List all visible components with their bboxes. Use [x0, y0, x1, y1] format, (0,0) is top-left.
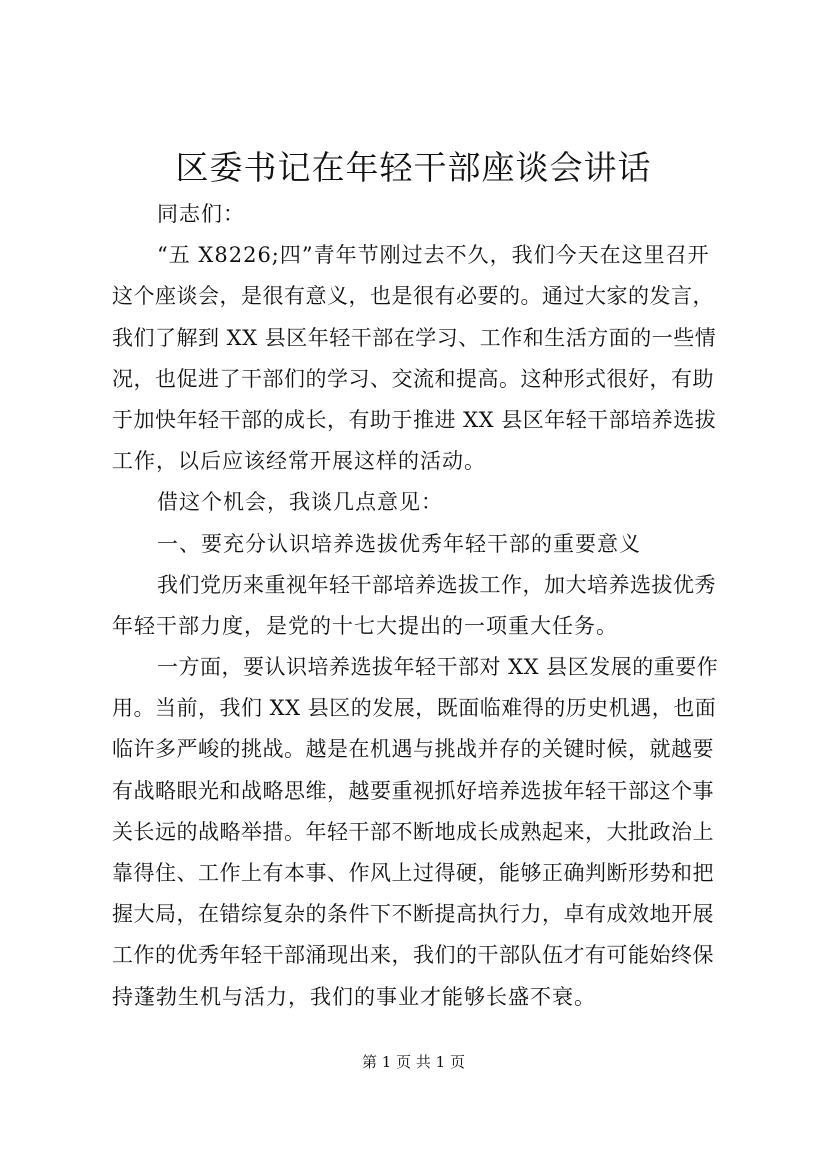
text-line: 工作的优秀年轻干部涌现出来，我们的干部队伍才有可能始终保 [112, 943, 714, 968]
text-line: 用。当前，我们 XX 县区的发展，既面临难得的历史机遇，也面 [112, 696, 717, 721]
text-line: 一、要充分认识培养选拔优秀年轻干部的重要意义 [157, 531, 641, 556]
text-line: 靠得住、工作上有本事、作风上过得硬，能够正确判断形势和把 [112, 861, 714, 885]
text-line: 临许多严峻的挑战。越是在机遇与挑战并存的关键时候，就越要 [112, 737, 714, 762]
text-line: 持蓬勃生机与活力，我们的事业才能够长盛不衰。 [112, 984, 596, 1009]
text-line: 况，也促进了干部们的学习、交流和提高。这种形式很好，有助 [112, 366, 714, 391]
text-line: 这个座谈会，是很有意义，也是很有必要的。通过大家的发言， [112, 284, 714, 309]
text-line: 借这个机会，我谈几点意见： [157, 490, 443, 515]
text-line: 我们了解到 XX 县区年轻干部在学习、工作和生活方面的一些情 [112, 325, 717, 350]
text-line: 我们党历来重视年轻干部培养选拔工作，加大培养选拔优秀 [157, 572, 716, 597]
page-title: 区委书记在年轻干部座谈会讲话 [175, 148, 652, 187]
text-line: 关长远的战略举措。年轻干部不断地成长成熟起来，大批政治上 [112, 819, 714, 844]
text-line: 工作，以后应该经常开展这样的活动。 [112, 449, 486, 474]
text-line: 同志们： [157, 202, 245, 226]
text-line: 有战略眼光和战略思维，越要重视抓好培养选拔年轻干部这个事 [112, 778, 714, 803]
text-line: 握大局，在错综复杂的条件下不断提高执行力，卓有成效地开展 [112, 902, 714, 927]
text-line: 年轻干部力度，是党的十七大提出的一项重大任务。 [112, 613, 618, 638]
text-line: 于加快年轻干部的成长，有助于推进 XX 县区年轻干部培养选拔 [112, 407, 717, 432]
page-footer: 第 1 页 共 1 页 [362, 1053, 465, 1071]
text-line: 一方面，要认识培养选拔年轻干部对 XX 县区发展的重要作 [157, 655, 719, 680]
text-line: “五 X8226;四”青年节刚过去不久，我们今天在这里召开 [157, 243, 710, 268]
document-body [112, 194, 720, 1018]
